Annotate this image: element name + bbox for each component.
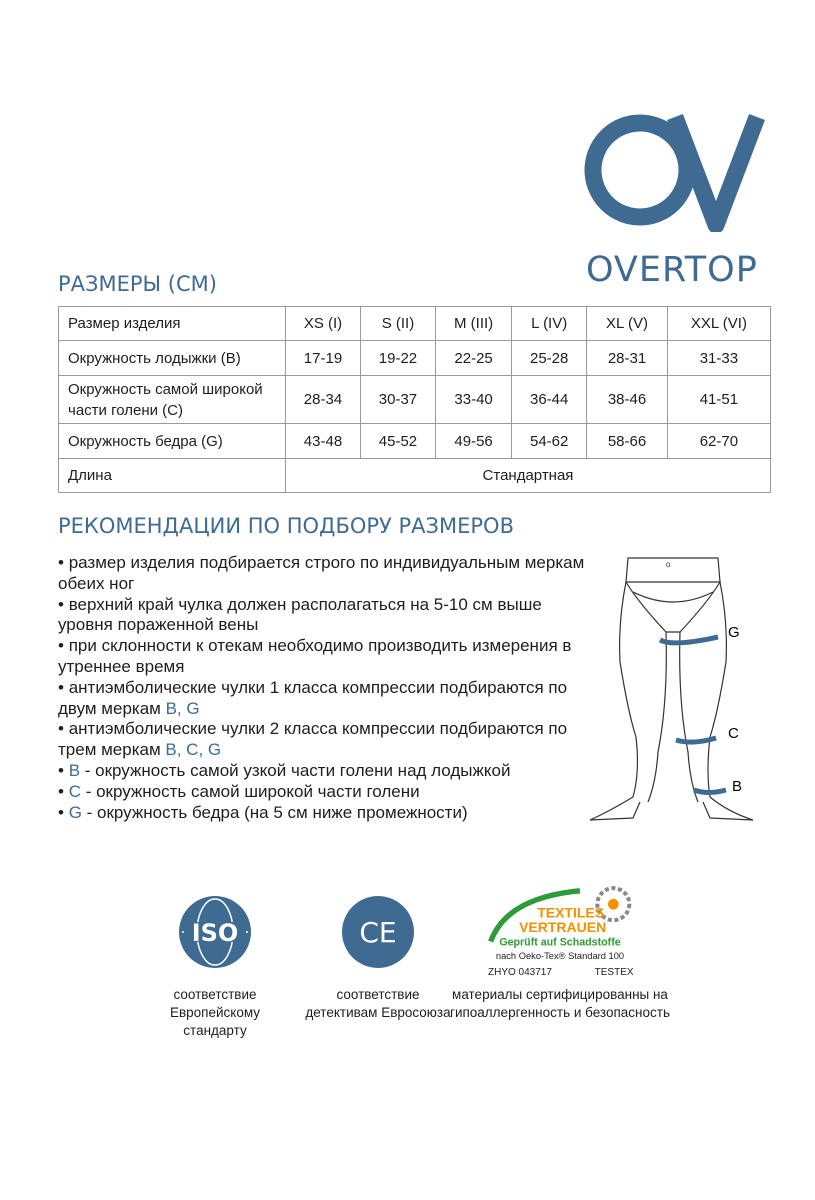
table-cell: Стандартная xyxy=(286,459,771,493)
table-row xyxy=(59,376,771,424)
legs-measurement-diagram xyxy=(578,552,768,827)
label-c: C xyxy=(728,725,739,742)
table-cell: 17-19 xyxy=(286,341,361,376)
list-item: • C - окружность самой широкой части голени xyxy=(58,781,420,801)
def-key: G xyxy=(68,802,82,822)
table-cell: 54-62 xyxy=(512,424,587,459)
iso-icon xyxy=(178,895,252,969)
cert-caption: соответствие детективам Евросоюза xyxy=(305,987,451,1020)
table-cell: L (IV) xyxy=(512,307,587,341)
oeko-code: ZHYO 043717 xyxy=(488,966,552,978)
svg-text:TEXTILES: TEXTILES xyxy=(537,904,605,921)
table-cell: XXL (VI) xyxy=(667,307,770,341)
table-row xyxy=(59,424,771,459)
oeko-sub2: nach Oeko-Tex® Standard 100 xyxy=(495,950,625,961)
def-text: - окружность бедра (на 5 см ниже промежности) xyxy=(81,802,468,822)
table-cell: 36-44 xyxy=(512,376,587,424)
cert-caption: соответствие Европейскому стандарту xyxy=(169,987,261,1038)
table-row xyxy=(59,459,771,493)
table-cell: XS (I) xyxy=(286,307,361,341)
table-cell: 43-48 xyxy=(286,424,361,459)
ce-text: CE xyxy=(359,916,397,949)
table-cell: Размер изделия xyxy=(59,307,286,341)
recommendations-list xyxy=(58,553,598,823)
item-highlight: B, C, G xyxy=(165,740,222,760)
iso-text: ISO xyxy=(191,919,239,947)
table-header-row xyxy=(59,307,771,341)
list-item: • верхний край чулка должен располагаться на 5-10 см выше уровня пораженной вены xyxy=(58,594,542,635)
table-cell: 41-51 xyxy=(667,376,770,424)
table-cell: Окружность самой широкой части голени (C) xyxy=(59,376,286,424)
oeko-sub1: Geprüft auf Schadstoffe xyxy=(499,936,621,949)
table-cell: 31-33 xyxy=(667,341,770,376)
cert-oeko-tex xyxy=(450,880,670,1022)
table-row xyxy=(59,341,771,376)
list-item: • антиэмболические чулки 1 класса компрессии подбираются по двум меркам B, G xyxy=(58,677,568,718)
item-text: верхний край чулка должен располагаться на 5-10 см выше уровня пораженной вены xyxy=(58,594,542,635)
table-cell: 30-37 xyxy=(360,376,435,424)
sizes-title: РАЗМЕРЫ (СМ) xyxy=(58,272,217,296)
cert-ce xyxy=(303,895,453,1022)
table-cell: S (II) xyxy=(360,307,435,341)
table-cell: 49-56 xyxy=(435,424,511,459)
label-b: B xyxy=(732,778,743,795)
def-text: - окружность самой широкой части голени xyxy=(80,781,420,801)
table-cell: XL (V) xyxy=(587,307,668,341)
size-table xyxy=(58,306,771,493)
def-key: B xyxy=(68,760,81,780)
ce-icon xyxy=(341,895,415,969)
label-g: G xyxy=(728,624,740,641)
brand-name: OVERTOP xyxy=(586,250,758,290)
table-cell: 28-31 xyxy=(587,341,668,376)
table-cell: 28-34 xyxy=(286,376,361,424)
cert-iso xyxy=(140,895,290,1040)
table-cell: M (III) xyxy=(435,307,511,341)
list-item: • антиэмболические чулки 2 класса компрессии подбираются по трем меркам B, C, G xyxy=(58,719,568,760)
list-item: • G - окружность бедра (на 5 см ниже промежности) xyxy=(58,802,468,822)
table-cell: 19-22 xyxy=(360,341,435,376)
table-cell: 62-70 xyxy=(667,424,770,459)
table-cell: 33-40 xyxy=(435,376,511,424)
def-key: C xyxy=(68,781,81,801)
table-cell: 38-46 xyxy=(587,376,668,424)
tag: o xyxy=(666,560,671,569)
table-cell: Окружность бедра (G) xyxy=(59,424,286,459)
item-text: антиэмболические чулки 1 класса компрессии подбираются по двум меркам xyxy=(58,677,568,718)
item-text: размер изделия подбирается строго по индивидуальным меркам обеих ног xyxy=(58,553,585,593)
item-text: антиэмболические чулки 2 класса компрессии подбираются по трем меркам xyxy=(58,719,568,760)
def-text: - окружность самой узкой части голени над лодыжкой xyxy=(80,760,511,780)
oeko-org: TESTEX xyxy=(594,966,634,978)
cert-caption: материалы сертифицированны на гипоаллергенность и безопасность xyxy=(450,987,670,1020)
list-item: • размер изделия подбирается строго по индивидуальным меркам обеих ног xyxy=(58,553,585,593)
table-cell: 45-52 xyxy=(360,424,435,459)
table-cell: Окружность лодыжки (B) xyxy=(59,341,286,376)
table-cell: Длина xyxy=(59,459,286,493)
table-cell: 58-66 xyxy=(587,424,668,459)
list-item: • B - окружность самой узкой части голени над лодыжкой xyxy=(58,760,511,780)
item-text: при склонности к отекам необходимо производить измерения в утреннее время xyxy=(58,636,572,676)
list-item: • при склонности к отекам необходимо производить измерения в утреннее время xyxy=(58,636,572,676)
table-cell: 25-28 xyxy=(512,341,587,376)
table-cell: 22-25 xyxy=(435,341,511,376)
svg-text:VERTRAUEN: VERTRAUEN xyxy=(519,919,607,936)
recommendations-title: РЕКОМЕНДАЦИИ ПО ПОДБОРУ РАЗМЕРОВ xyxy=(58,514,514,538)
overtop-logo-icon xyxy=(583,112,775,232)
item-highlight: B, G xyxy=(165,698,200,718)
oeko-tex-logo-icon xyxy=(480,880,640,979)
